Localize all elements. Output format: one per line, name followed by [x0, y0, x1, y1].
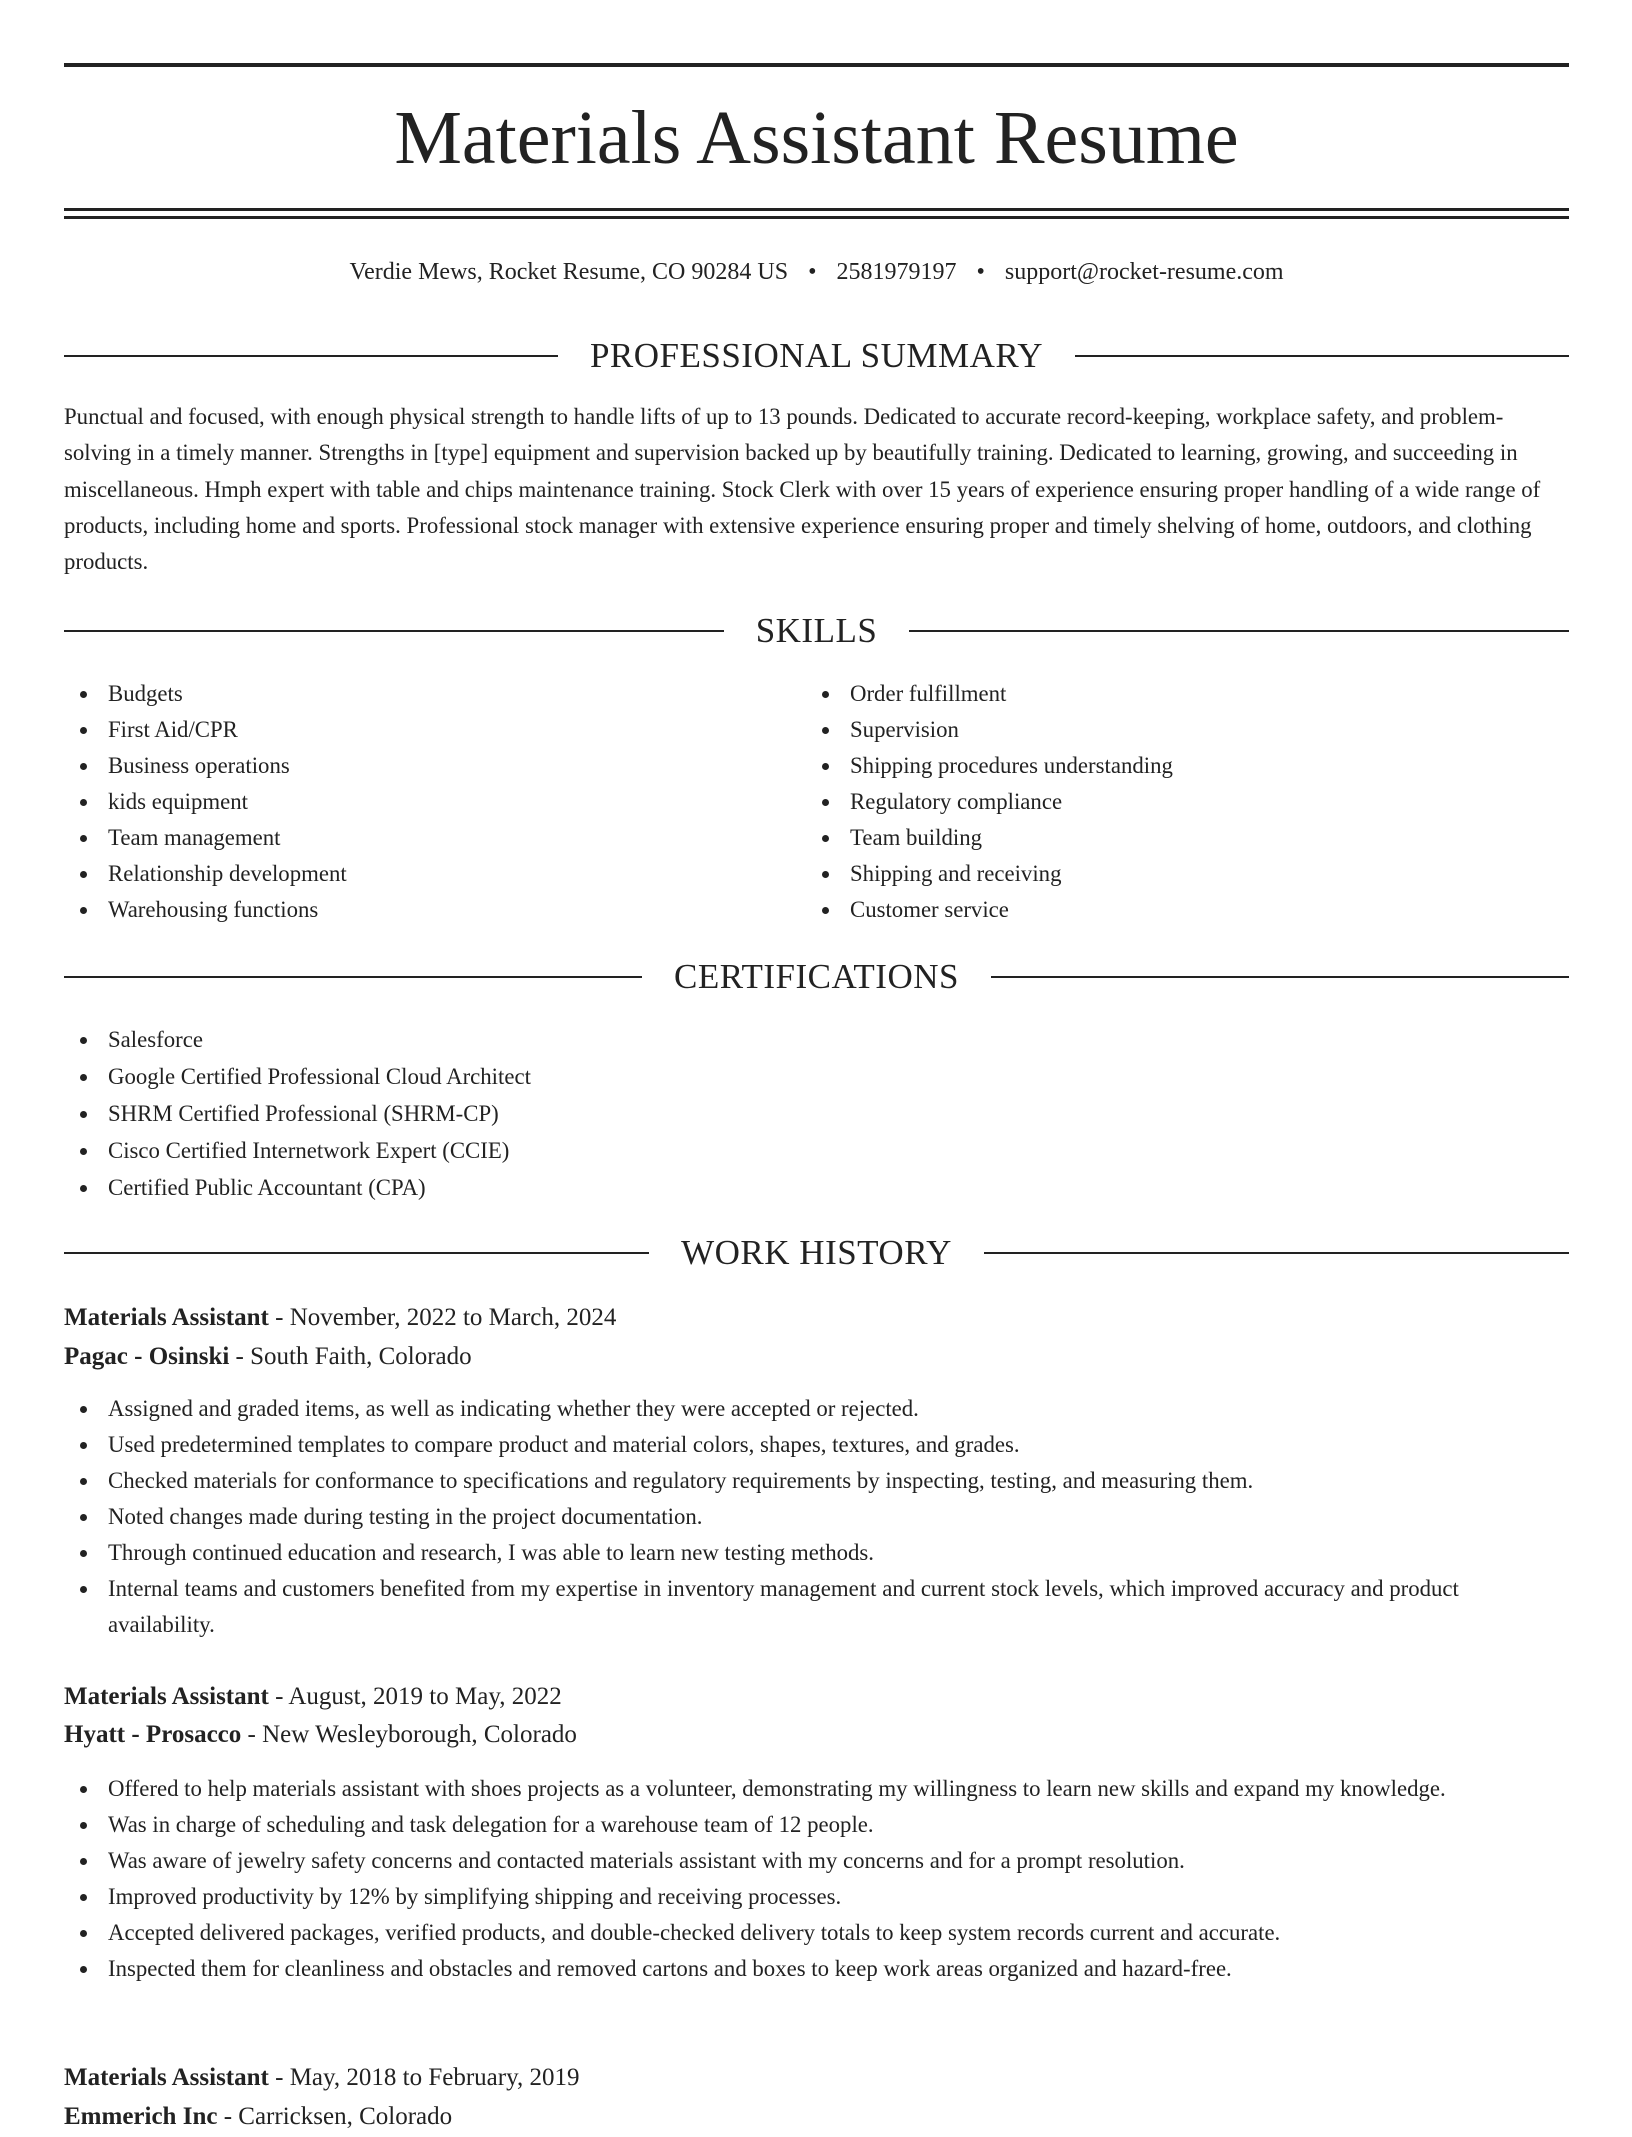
section-title-skills: SKILLS — [755, 611, 878, 650]
job-bullet: Noted changes made during testing in the project documentation. — [64, 1499, 1569, 1535]
job-company-line: Pagac - Osinski - South Faith, Colorado — [64, 1343, 472, 1370]
section-title-summary: PROFESSIONAL SUMMARY — [589, 336, 1044, 375]
job-bullet: Accepted delivered packages, verified products, and double-checked delivery totals to keep system records current and accurate. — [64, 1915, 1569, 1951]
section-header-certifications — [64, 957, 1569, 997]
job-title-line: Materials Assistant - November, 2022 to March, 2024 — [64, 1304, 617, 1331]
skill-item: Team building — [806, 820, 1546, 856]
contact-email: support@rocket-resume.com — [1004, 259, 1284, 285]
section-rule-right — [1075, 355, 1569, 357]
skill-item: Shipping and receiving — [806, 856, 1546, 892]
section-title-work-history: WORK HISTORY — [681, 1233, 952, 1272]
job-bullet: Internal teams and customers benefited from my expertise in inventory management and current stock levels, which improved accuracy and product availability. — [64, 1571, 1569, 1643]
skill-item: Budgets — [64, 676, 804, 712]
skills-list-left — [64, 676, 804, 928]
section-rule-left — [64, 630, 724, 632]
skill-item: Supervision — [806, 712, 1546, 748]
contact-separator: • — [808, 259, 817, 285]
section-header-summary — [64, 336, 1569, 376]
job-bullet: Offered to help materials assistant with shoes projects as a volunteer, demonstrating my willingness to learn new skills and expand my knowledge. — [64, 1771, 1569, 1807]
section-title-certifications: CERTIFICATIONS — [674, 957, 959, 996]
job-dates: May, 2018 to February, 2019 — [289, 2064, 580, 2091]
header-double-rule-upper — [64, 208, 1569, 211]
contact-line — [64, 252, 1569, 292]
job-bullet: Was aware of jewelry safety concerns and contacted materials assistant with my concerns and for a prompt resolution. — [64, 1843, 1569, 1879]
contact-separator: • — [976, 259, 985, 285]
resume-title: Materials Assistant Resume — [394, 96, 1239, 180]
job-location: Carricksen, Colorado — [238, 2103, 453, 2130]
job-company-line: Emmerich Inc - Carricksen, Colorado — [64, 2103, 453, 2130]
job-bullet: Improved productivity by 12% by simplifying shipping and receiving processes. — [64, 1879, 1569, 1915]
section-rule-left — [64, 976, 642, 978]
skill-item: First Aid/CPR — [64, 712, 804, 748]
job-bullet: Was in charge of scheduling and task delegation for a warehouse team of 12 people. — [64, 1807, 1569, 1843]
section-rule-right — [991, 976, 1569, 978]
section-header-skills — [64, 611, 1569, 651]
contact-phone: 2581979197 — [836, 259, 957, 285]
summary-text: Punctual and focused, with enough physical strength to handle lifts of up to 13 pounds. Dedicated to accurate record-keeping, workplace safety, and problem-solving in a timely manner. Strengths in [type] equipment and supervision backed up by beautifully training. Dedicated to learning, growing, and succeeding in miscellaneous. Hmph expert with table and chips maintenance training. Stock Clerk with over 15 years of experience ensuring proper handling of a wide range of products, including home and sports. Professional stock manager with extensive experience ensuring proper and timely shelving of home, outdoors, and clothing products. — [64, 404, 1541, 575]
skill-item: Team management — [64, 820, 804, 856]
job-title: Materials Assistant — [64, 1683, 269, 1710]
section-rule-right — [984, 1252, 1569, 1254]
skill-item: Customer service — [806, 892, 1546, 928]
section-header-work-history — [64, 1233, 1569, 1273]
job-bullet-list — [64, 1391, 1569, 1643]
skill-item: kids equipment — [64, 784, 804, 820]
job-bullet: Assigned and graded items, as well as indicating whether they were accepted or rejected. — [64, 1391, 1569, 1427]
job-dates: November, 2022 to March, 2024 — [289, 1304, 617, 1331]
skill-item: Warehousing functions — [64, 892, 804, 928]
header-double-rule-lower — [64, 216, 1569, 219]
certification-item: Salesforce — [64, 1022, 1569, 1058]
contact-address: Verdie Mews, Rocket Resume, CO 90284 US — [349, 259, 789, 285]
job-dates: August, 2019 to May, 2022 — [288, 1683, 562, 1710]
job-bullet: Used predetermined templates to compare product and material colors, shapes, textures, and grades. — [64, 1427, 1569, 1463]
skill-item: Order fulfillment — [806, 676, 1546, 712]
job-location: New Wesleyborough, Colorado — [262, 1721, 577, 1748]
certification-item: Certified Public Accountant (CPA) — [64, 1170, 1569, 1206]
job-title: Materials Assistant — [64, 1304, 269, 1331]
skill-item: Regulatory compliance — [806, 784, 1546, 820]
skill-item: Shipping procedures understanding — [806, 748, 1546, 784]
job-title: Materials Assistant — [64, 2064, 269, 2091]
section-rule-left — [64, 1252, 649, 1254]
skill-item: Relationship development — [64, 856, 804, 892]
section-rule-right — [909, 630, 1569, 632]
header-top-rule — [64, 63, 1569, 67]
job-title-line: Materials Assistant - May, 2018 to February, 2019 — [64, 2064, 580, 2091]
section-rule-left — [64, 355, 558, 357]
certifications-list — [64, 1022, 1569, 1206]
job-company: Hyatt - Prosacco — [64, 1721, 242, 1748]
skills-list-right — [806, 676, 1546, 928]
job-bullet: Inspected them for cleanliness and obstacles and removed cartons and boxes to keep work areas organized and hazard-free. — [64, 1951, 1569, 1987]
job-company-line: Hyatt - Prosacco - New Wesleyborough, Colorado — [64, 1721, 577, 1748]
skill-item: Business operations — [64, 748, 804, 784]
job-company: Pagac - Osinski — [64, 1343, 230, 1370]
job-bullet-list — [64, 1771, 1569, 1987]
job-bullet: Through continued education and research, I was able to learn new testing methods. — [64, 1535, 1569, 1571]
job-bullet: Checked materials for conformance to specifications and regulatory requirements by inspecting, testing, and measuring them. — [64, 1463, 1569, 1499]
job-location: South Faith, Colorado — [250, 1343, 472, 1370]
certification-item: SHRM Certified Professional (SHRM-CP) — [64, 1096, 1569, 1132]
job-title-line: Materials Assistant - August, 2019 to May, 2022 — [64, 1683, 562, 1710]
certification-item: Cisco Certified Internetwork Expert (CCIE) — [64, 1133, 1569, 1169]
certification-item: Google Certified Professional Cloud Architect — [64, 1059, 1569, 1095]
job-company: Emmerich Inc — [64, 2103, 218, 2130]
